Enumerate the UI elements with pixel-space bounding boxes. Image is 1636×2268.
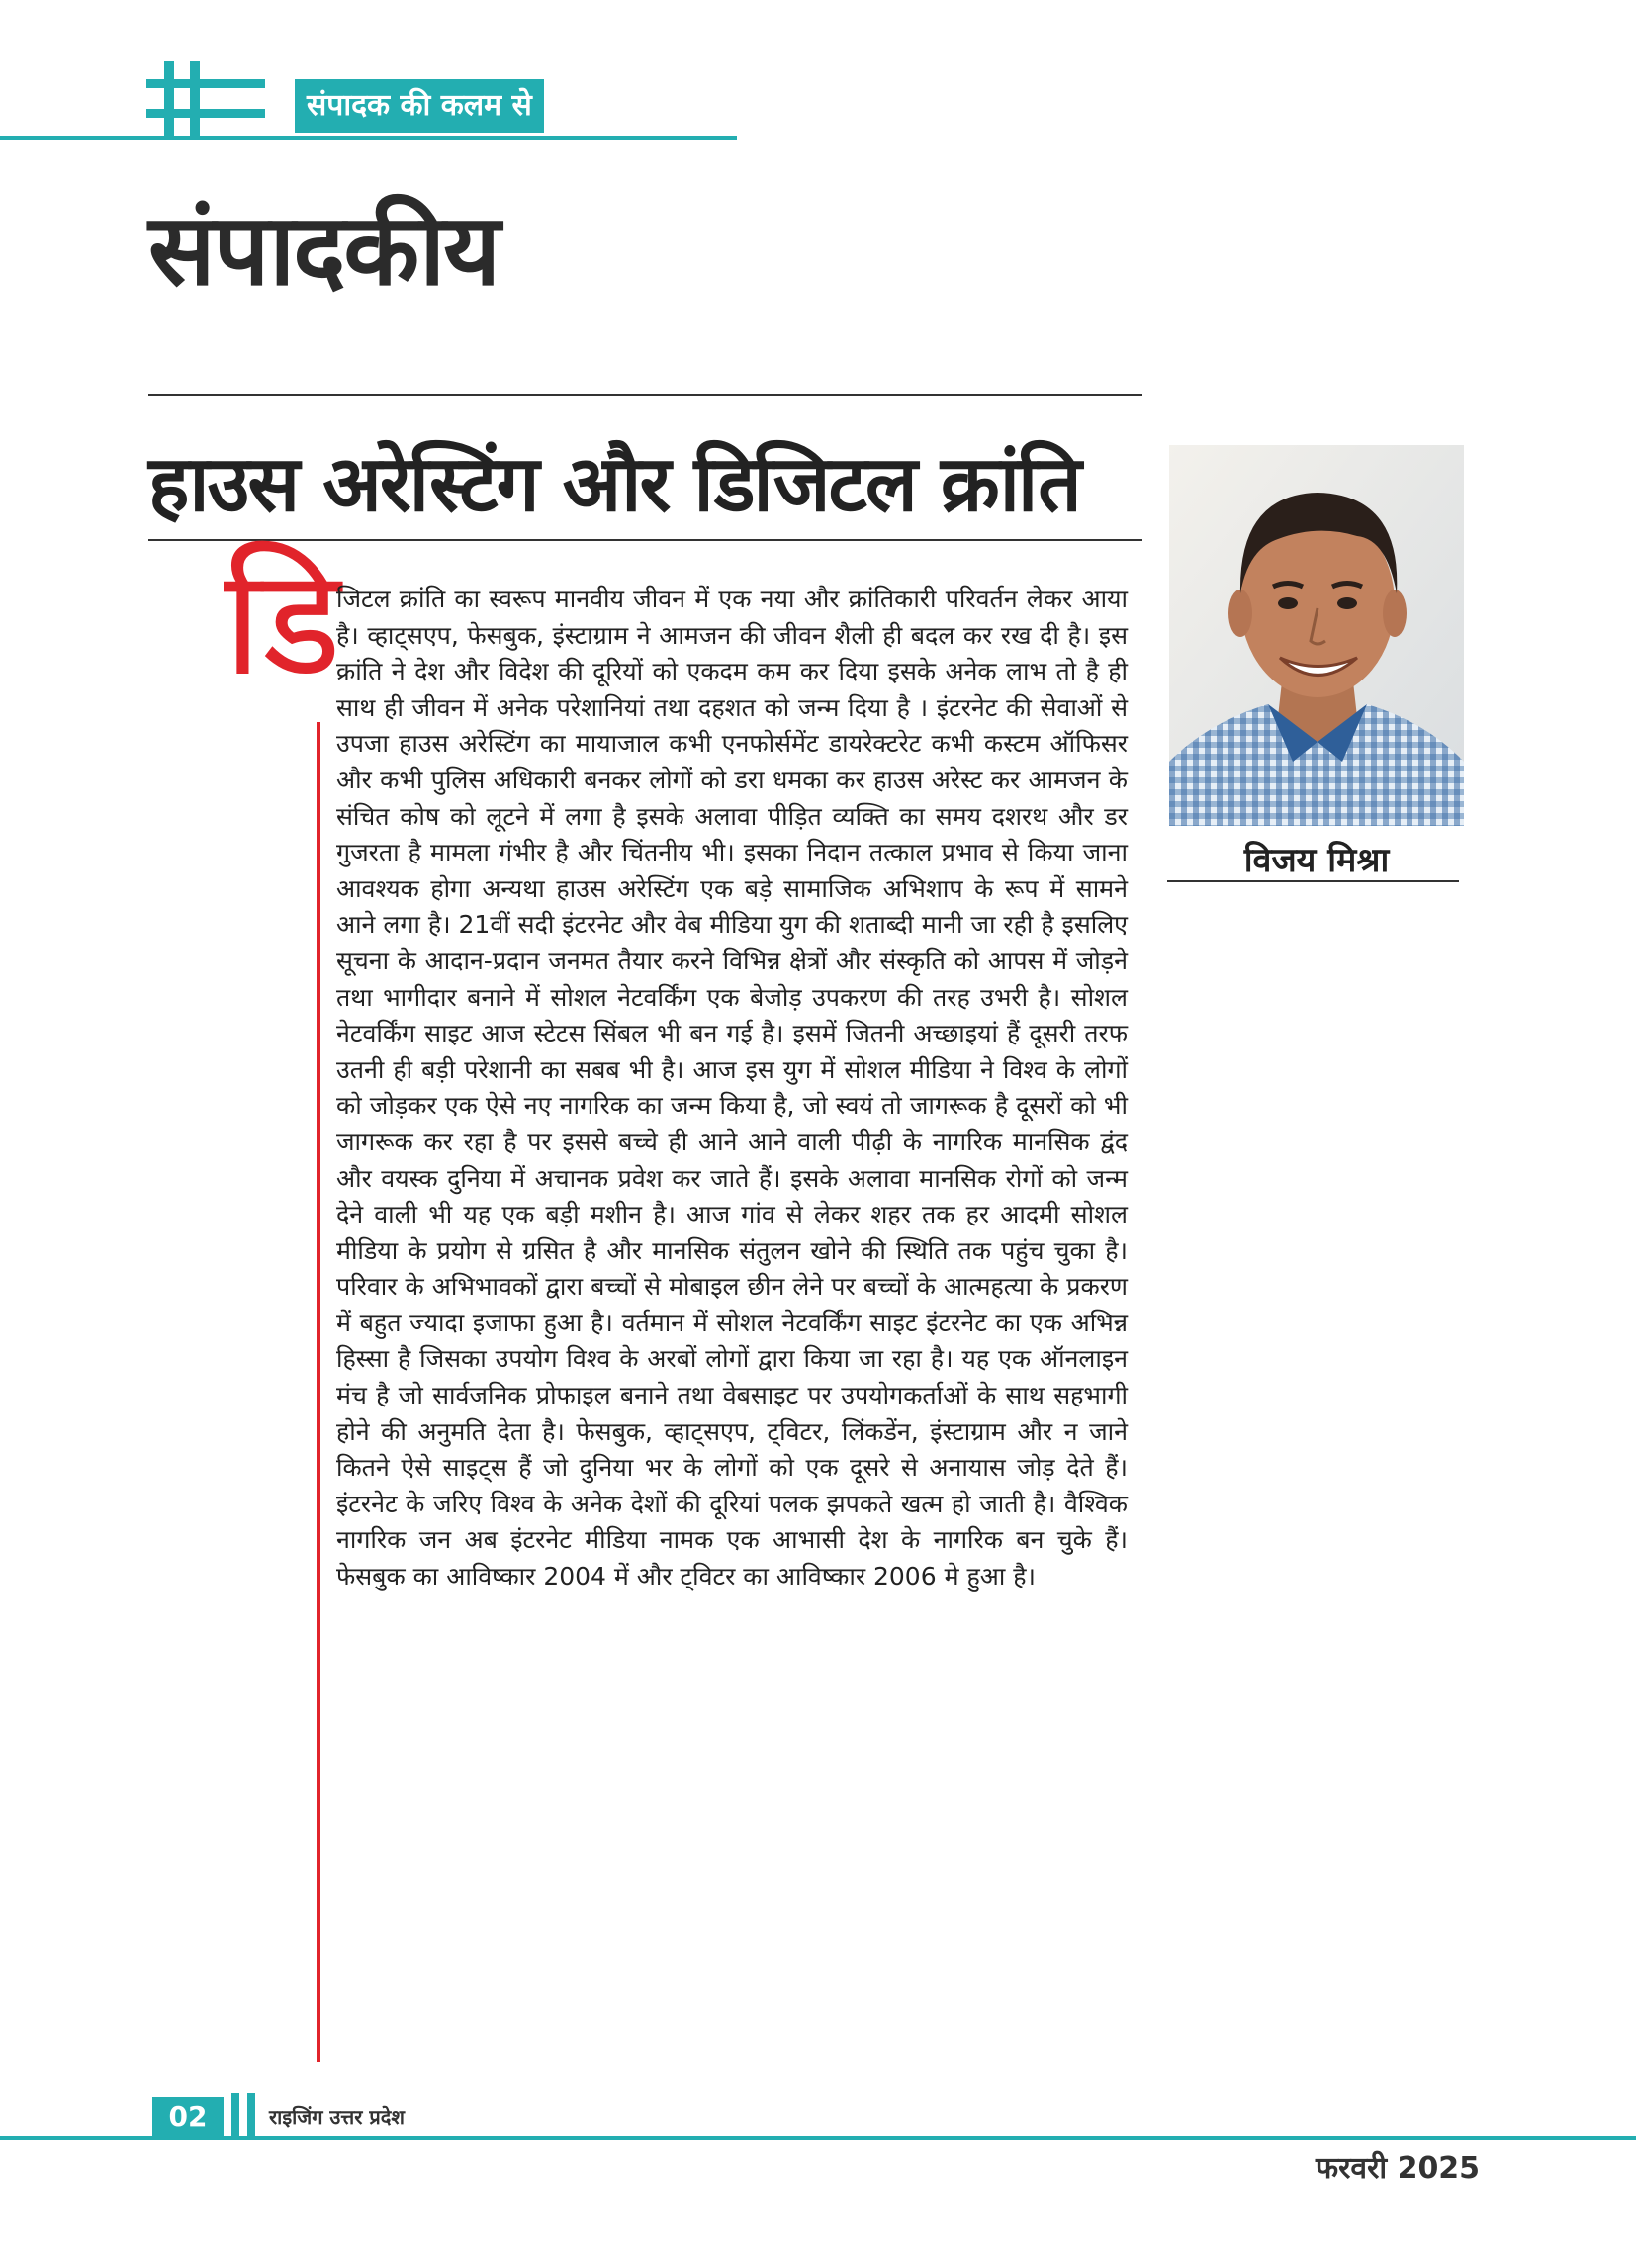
hash-icon	[146, 61, 265, 140]
footer-rule	[0, 2136, 1636, 2140]
author-portrait-illustration	[1169, 445, 1464, 826]
article-headline: हाउस अरेस्टिंग और डिजिटल क्रांति	[148, 440, 1080, 529]
section-tag: संपादक की कलम से	[295, 79, 544, 133]
headline-top-rule	[148, 394, 1142, 396]
article-paragraph: जिटल क्रांति का स्वरूप मानवीय जीवन में एक नया और क्रांतिकारी परिवर्तन लेकर आया है। व्हाट्सएप, फेसबुक, इंस्टाग्राम ने आमजन की जीवन शैली ही बदल कर रख दी है। इस क्रांति ने देश और विदेश की दूरियों को एकदम कम कर दिया इसके अनेक लाभ तो है ही साथ ही जीवन में अनेक परेशानियां तथा दहशत को जन्म दिया है । इंटरनेट की सेवाओं से उपजा हाउस अरेस्टिंग का मायाजाल कभी एनफोर्समेंट डायरेक्टरेट कभी कस्टम ऑफिसर और कभी पुलिस अधिकारी बनकर लोगों को डरा धमका कर हाउस अरेस्ट कर आमजन के संचित कोष को लूटने में लगा है इसके अलावा पीड़ित व्यक्ति का समय दशरथ और डर गुजरता है मामला गंभीर है और चिंतनीय भी। इसका निदान तत्काल प्रभाव से किया जाना आवश्यक होगा अन्यथा हाउस अरेस्टिंग एक बड़े सामाजिक अभिशाप के रूप में सामने आने लगा है। 21वीं सदी इंटरनेट और वेब मीडिया युग की शताब्दी मानी जा रही है इसलिए सूचना के आदान-प्रदान जनमत तैयार करने विभिन्न क्षेत्रों और संस्कृति को आपस में जोड़ने तथा भागीदार बनाने में सोशल नेटवर्किंग एक बेजोड़ उपकरण की तरह उभरी है। सोशल नेटवर्किंग साइट आज स्टेटस सिंबल भी बन गई है। इसमें जितनी अच्छाइयां हैं दूसरी तरफ उतनी ही बड़ी परेशानी का सबब भी है। आज इस युग में सोशल मीडिया ने विश्व के लोगों को जोड़कर एक ऐसे नए नागरिक का जन्म किया है, जो स्वयं तो जागरूक है दूसरों को भी जागरूक कर रहा है पर इससे बच्चे ही आने आने वाली पीढ़ी के नागरिक मानसिक द्वंद और वयस्क दुनिया में अचानक प्रवेश कर जाते हैं। इसके अलावा मानसिक रोगों को जन्म देने वाली भी यह एक बड़ी मशीन है। आज गांव से लेकर शहर तक हर आदमी सोशल मीडिया के प्रयोग से ग्रसित है और मानसिक संतुलन खोने की स्थिति तक पहुंच चुका है। परिवार के अभिभावकों द्वारा बच्चों से मोबाइल छीन लेने पर बच्चों के आत्महत्या के प्रकरण में बहुत ज्यादा इजाफा हुआ है। वर्तमान में सोशल नेटवर्किंग साइट इंटरनेट का एक अभिन्न हिस्सा है जिसका उपयोग विश्व के अरबों लोगों द्वारा किया जा रहा है। यह एक ऑनलाइन मंच है जो सार्वजनिक प्रोफाइल बनाने तथा वेबसाइट पर उपयोगकर्ताओं के साथ सहभागी होने की अनुमति देता है। फेसबुक, व्हाट्सएप, ट्विटर, लिंकडेंन, इंस्टाग्राम और न जाने कितने ऐसे साइट्स हैं जो दुनिया भर के लोगों को एक दूसरे से अनायास जोड़ देते हैं। इंटरनेट के जरिए विश्व के अनेक देशों की दूरियां पलक झपकते खत्म हो जाती है। वैश्विक नागरिक जन अब इंटरनेट मीडिया नामक एक आभासी देश के नागरिक बन चुके हैं। फेसबुक का आविष्कार 2004 में और ट्विटर का आविष्कार 2006 मे हुआ है।	[336, 585, 1128, 1591]
author-rule	[1167, 880, 1459, 882]
issue-date: फरवरी 2025	[1316, 2151, 1481, 2186]
header-rule	[0, 136, 737, 140]
footer-bars-icon	[229, 2093, 261, 2138]
drop-cap: डि	[224, 537, 342, 709]
article-body	[336, 582, 1128, 1595]
author-name: विजय मिश्रा	[1243, 841, 1390, 880]
author-photo	[1169, 445, 1464, 826]
page-number: 02	[152, 2097, 224, 2136]
publication-name: राइजिंग उत्तर प्रदेश	[269, 2105, 405, 2129]
article-margin-bar	[317, 722, 320, 2062]
page-title: संपादकीय	[148, 192, 500, 308]
